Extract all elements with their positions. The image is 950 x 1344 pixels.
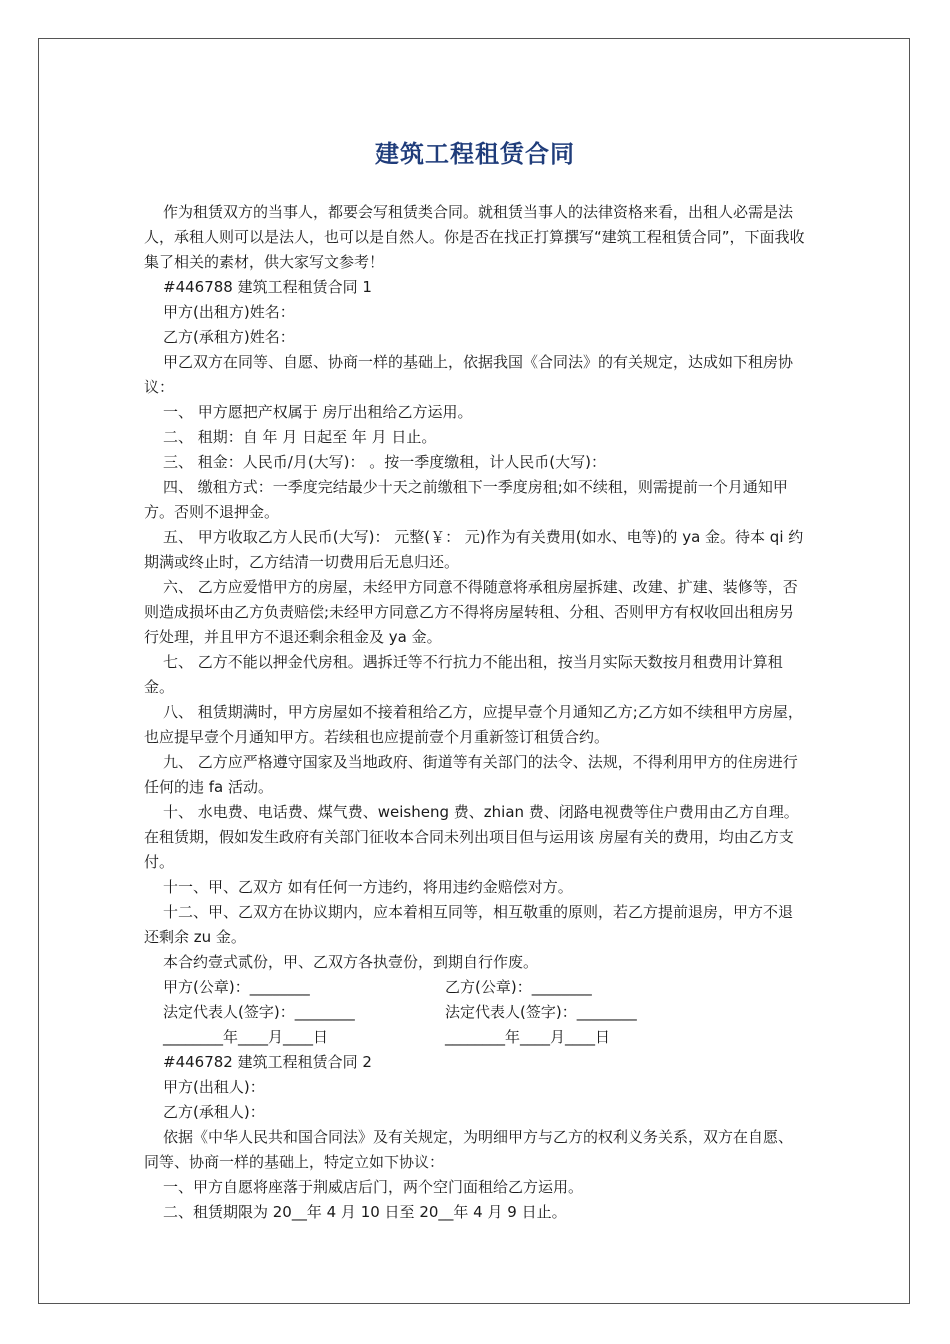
contract2-article-2: 二、租赁期限为 20__年 4 月 10 日至 20__年 4 月 9 日止。 <box>163 1203 567 1221</box>
party-a-representative: 法定代表人(签字)：________ <box>163 1003 355 1021</box>
contract1-article-12: 十二、甲、乙双方在协议期内，应本着相互同等，相互敬重的原则，若乙方提前退房，甲方不退还剩余 zu 金。 <box>144 903 794 946</box>
contract2-heading: #446782 建筑工程租赁合同 2 <box>163 1053 372 1071</box>
signature-row-representative <box>144 1000 806 1025</box>
party-a-seal: 甲方(公章)：________ <box>163 978 310 996</box>
contract1-article-6: 六、 乙方应爱惜甲方的房屋，未经甲方同意不得随意将承租房屋拆建、改建、扩建、装修等，否则造成损坏由乙方负责赔偿;未经甲方同意乙方不得将房屋转租、分租、否则甲方有权收回出租房另行处理，并且甲方不退还剩余租金及 ya 金。 <box>144 578 798 646</box>
contract1-article-11: 十一、甲、乙双方 如有任何一方违约，将用违约金赔偿对方。 <box>163 878 573 896</box>
contract1-article-3: 三、 租金：人民币/月(大写)： 。按一季度缴租，计人民币(大写)： <box>163 453 607 471</box>
contract2-article-1: 一、甲方自愿将座落于荆威店后门，两个空门面租给乙方运用。 <box>163 1178 584 1196</box>
intro-paragraph: 作为租赁双方的当事人，都要会写租赁类合同。就租赁当事人的法律资格来看，出租人必需是法人，承租人则可以是法人，也可以是自然人。你是否在找正打算撰写“建筑工程租赁合同”，下面我收集了相关的素材，供大家写文参考！ <box>144 203 805 271</box>
signature-row-date <box>144 1025 806 1050</box>
party-b-seal: 乙方(公章)：________ <box>445 978 592 996</box>
party-b-representative: 法定代表人(签字)：________ <box>445 1003 637 1021</box>
contract1-article-1: 一、 甲方愿把产权属于 房厅出租给乙方运用。 <box>163 403 473 421</box>
contract1-party-a: 甲方(出租方)姓名： <box>163 303 295 321</box>
contract1-article-2: 二、 租期：自 年 月 日起至 年 月 日止。 <box>163 428 437 446</box>
party-a-date: ________年____月____日 <box>163 1028 329 1046</box>
party-b-date: ________年____月____日 <box>445 1028 611 1046</box>
contract1-article-8: 八、 租赁期满时，甲方房屋如不接着租给乙方，应提早壹个月通知乙方;乙方如不续租甲方房屋，也应提早壹个月通知甲方。若续租也应提前壹个月重新签订租赁合约。 <box>144 703 803 746</box>
document-title: 建筑工程租赁合同 <box>375 140 575 168</box>
contract1-preamble: 甲乙双方在同等、自愿、协商一样的基础上，依据我国《合同法》的有关规定，达成如下租房协议： <box>144 353 794 396</box>
contract1-article-4: 四、 缴租方式：一季度完结最少十天之前缴租下一季度房租;如不续租，则需提前一个月通知甲方。否则不退押金。 <box>144 478 788 521</box>
contract1-article-5: 五、 甲方收取乙方人民币(大写)： 元整(￥： 元)作为有关费用(如水、电等)的 ya 金。待本 qi 约期满或终止时，乙方结清一切费用后无息归还。 <box>144 528 804 571</box>
contract1-heading: #446788 建筑工程租赁合同 1 <box>163 278 372 296</box>
contract1-party-b: 乙方(承租方)姓名： <box>163 328 295 346</box>
signature-row-seal <box>144 975 806 1000</box>
contract1-article-7: 七、 乙方不能以押金代房租。遇拆迁等不行抗力不能出租，按当月实际天数按月租费用计算租金。 <box>144 653 783 696</box>
contract1-copies: 本合约壹式贰份，甲、乙双方各执壹份，到期自行作废。 <box>163 953 539 971</box>
contract2-party-b: 乙方(承租人)： <box>163 1103 265 1121</box>
contract2-preamble: 依据《中华人民共和国合同法》及有关规定，为明细甲方与乙方的权利义务关系，双方在自愿、同等、协商一样的基础上，特定立如下协议： <box>144 1128 794 1171</box>
contract1-article-9: 九、 乙方应严格遵守国家及当地政府、街道等有关部门的法令、法规，不得利用甲方的住房进行任何的违 fa 活动。 <box>144 753 798 796</box>
contract1-article-10: 十、 水电费、电话费、煤气费、weisheng 费、zhian 费、闭路电视费等住户费用由乙方自理。在租赁期，假如发生政府有关部门征收本合同未列出项目但与运用该 房屋有关的费用，均由乙方支付。 <box>144 803 799 871</box>
contract2-party-a: 甲方(出租人)： <box>163 1078 265 1096</box>
document-body <box>144 200 806 1225</box>
